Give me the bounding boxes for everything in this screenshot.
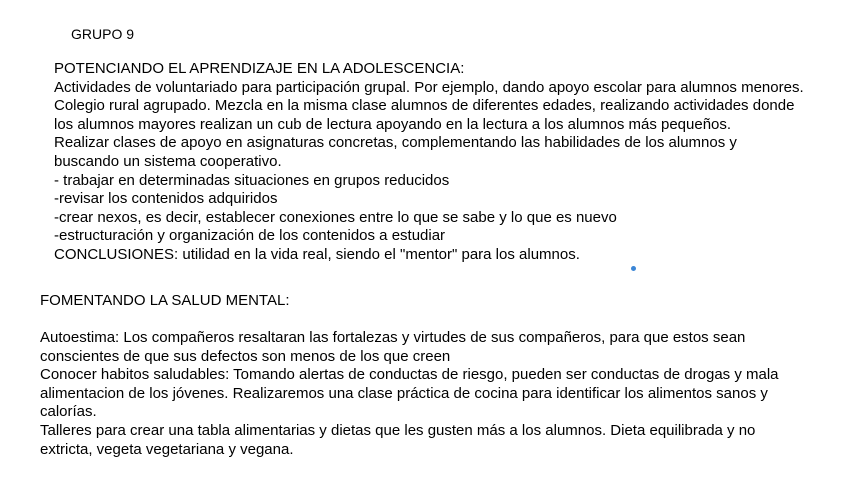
section-mental-health-heading: FOMENTANDO LA SALUD MENTAL: bbox=[40, 292, 290, 309]
text-line: buscando un sistema cooperativo. bbox=[54, 152, 282, 170]
text-line: Actividades de voluntariado para participación grupal. Por ejemplo, dando apoyo escolar para alumnos menores. bbox=[54, 78, 804, 96]
section-mental-health bbox=[40, 329, 848, 459]
text-line: Conocer habitos saludables: Tomando alertas de conductas de riesgo, pueden ser conductas de drogas y mala bbox=[40, 366, 779, 384]
text-line: los alumnos mayores realizan un cub de lectura apoyando en la lectura a los alumnos más pequeños. bbox=[54, 115, 732, 133]
section-learning-heading: POTENCIANDO EL APRENDIZAJE EN LA ADOLESCENCIA: bbox=[54, 60, 465, 77]
text-line: calorías. bbox=[40, 403, 97, 421]
list-item: -crear nexos, es decir, establecer conexiones entre lo que se sabe y lo que es nuevo bbox=[54, 208, 617, 226]
text-line: conscientes de que sus defectos son menos de los que creen bbox=[40, 347, 451, 365]
text-line: Realizar clases de apoyo en asignaturas concretas, complementando las habilidades de los alumnos y bbox=[54, 134, 737, 152]
section-learning bbox=[54, 60, 848, 265]
text-line: Talleres para crear una tabla alimentarias y dietas que les gusten más a los alumnos. Dieta equilibrada y no bbox=[40, 421, 756, 439]
text-line: extricta, vegeta vegetariana y vegana. bbox=[40, 440, 294, 458]
text-line: Autoestima: Los compañeros resaltaran las fortalezas y virtudes de sus compañeros, para que estos sean bbox=[40, 329, 746, 346]
text-line: alimentacion de los jóvenes. Realizaremos una clase práctica de cocina para identificar los alimentos sanos y bbox=[40, 384, 768, 402]
list-item: -revisar los contenidos adquiridos bbox=[54, 190, 278, 208]
cursor-dot-icon bbox=[631, 266, 636, 271]
conclusions-line: CONCLUSIONES: utilidad en la vida real, siendo el "mentor" para los alumnos. bbox=[54, 245, 580, 263]
group-title: GRUPO 9 bbox=[71, 26, 135, 42]
list-item: -estructuración y organización de los contenidos a estudiar bbox=[54, 227, 446, 245]
text-line: Colegio rural agrupado. Mezcla en la misma clase alumnos de diferentes edades, realizando actividades donde bbox=[54, 97, 795, 115]
list-item: - trabajar en determinadas situaciones en grupos reducidos bbox=[54, 171, 450, 189]
